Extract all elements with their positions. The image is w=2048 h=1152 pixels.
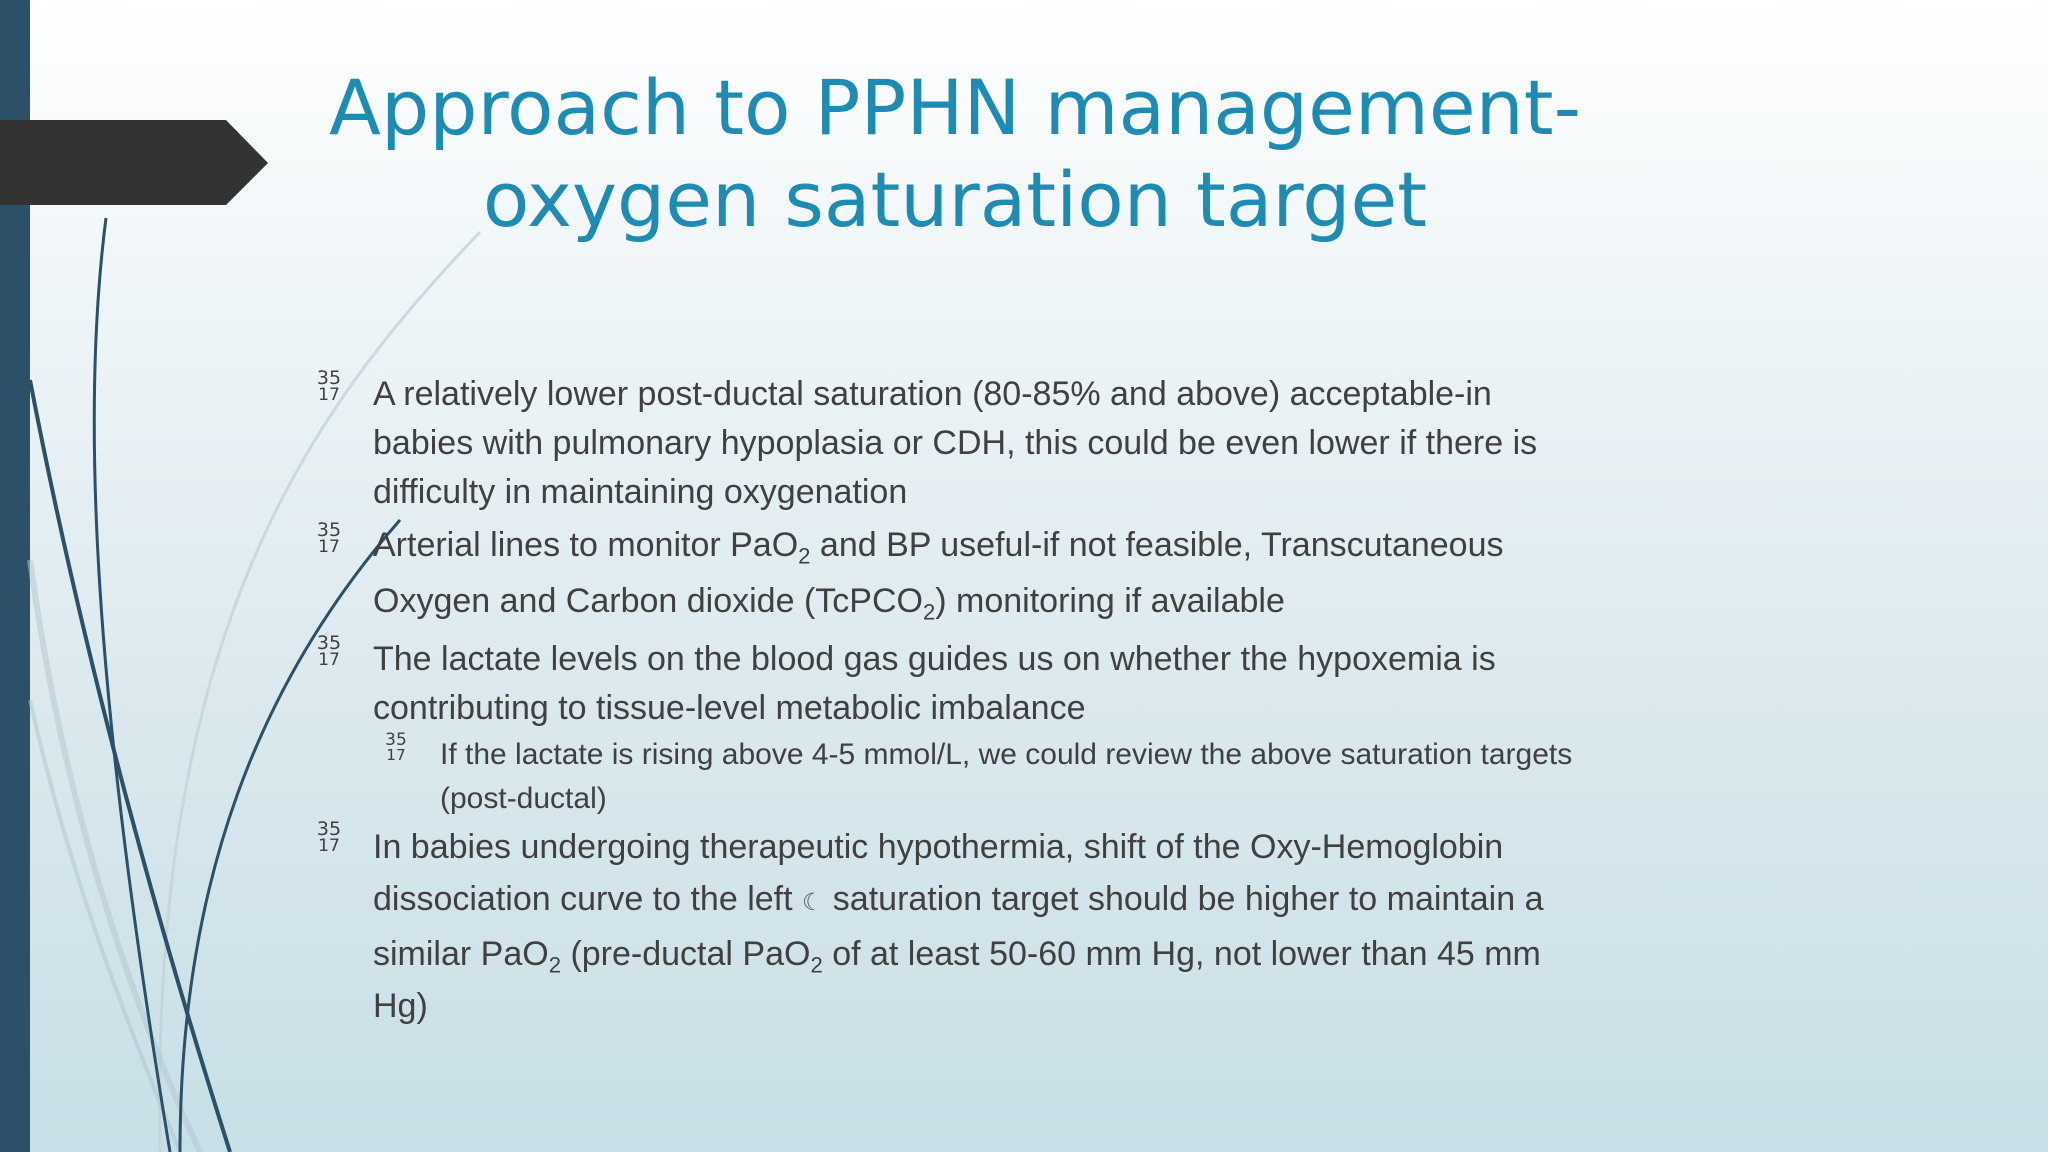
slide-body [316,367,1576,1032]
bullet-icon: 35 17 [385,730,407,764]
slide-title [270,62,1640,246]
title-line-1: Approach to PPHN management- [328,63,1582,152]
arrow-tab [0,120,268,205]
bullet-text: If the lactate is rising above 4-5 mmol/L, we could review the above saturation targets (post-ductal) [440,738,1573,815]
bullet-item [316,632,1576,733]
dark-curve-2 [30,380,230,1152]
moon-icon: ☾ [802,888,824,916]
bullet-text: A relatively lower post-ductal saturation (80-85% and above) acceptable-in babies with pulmonary hypoplasia or CDH, this could be even lower if there is difficulty in maintaining oxygenation [373,375,1538,511]
bullet-text: The lactate levels on the blood gas guides us on whether the hypoxemia is contributing to tissue-level metabolic imbalance [373,640,1496,727]
bullet-icon: 35 17 [316,818,342,856]
bullet-icon: 35 17 [316,367,342,405]
bullet-item [316,517,1576,629]
bullet-text: Arterial lines to monitor PaO$_2$ and BP useful-if not feasible, Transcutaneous Oxygen and Carbon dioxide (TcPCO$_2$) monitoring if available [373,526,1504,625]
bullet-icon: 35 17 [316,519,342,557]
bullet-item [316,367,1576,517]
dark-curve-1 [94,218,170,1152]
bullet-icon: 35 17 [316,632,342,670]
bullet-text: In babies undergoing therapeutic hypothermia, shift of the Oxy-Hemoglobin dissociation curve to the left ☾ saturation target should be higher to maintain a similar PaO$_2$ (pre-ductal PaO$_2$ of at least 50-60 mm Hg, not lower than 45 mm Hg) [373,828,1544,1025]
title-line-2: oxygen saturation target [482,155,1428,244]
bullet-item [316,818,1576,1032]
sub-bullet-item [316,730,1576,821]
